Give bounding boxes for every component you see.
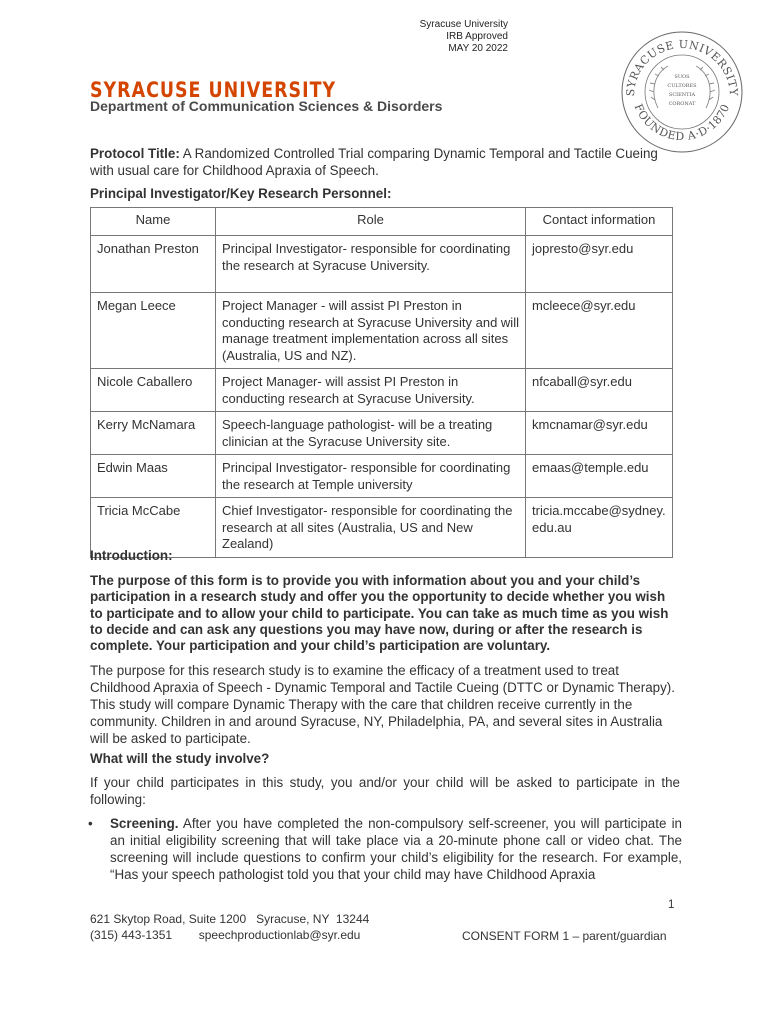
column-header-contact: Contact information — [526, 208, 673, 236]
person-role: Chief Investigator- responsible for coordinating the research at all sites (Australia, US and New Zealand) — [216, 498, 526, 558]
seal-motto-2: CULTORES — [667, 83, 697, 89]
footer-contact — [90, 911, 369, 943]
screening-description: After you have completed the non-compulsory self-screener, you will participate in an initial eligibility screening that will take place via a 20-minute phone call or video chat. The screening will include questions to confirm your child’s eligibility for the research. For example, “Has your speech pathologist told you that your child may have Childhood Apraxia — [110, 816, 682, 882]
seal-motto-1: SUOS — [674, 74, 690, 80]
person-name: Kerry McNamara — [91, 412, 216, 455]
irb-date: MAY 20 2022 — [448, 43, 508, 54]
footer-phone: (315) 443-1351 — [90, 928, 173, 942]
screening-item-text — [110, 815, 682, 883]
page-number: 1 — [668, 899, 675, 911]
table-row — [91, 455, 673, 498]
person-name: Nicole Caballero — [91, 369, 216, 412]
table-row — [91, 293, 673, 369]
protocol-text: A Randomized Controlled Trial comparing Dynamic Temporal and Tactile Cueing with usual care for Childhood Apraxia of Speech. — [90, 146, 658, 178]
list-item — [86, 815, 682, 883]
table-row — [91, 369, 673, 412]
person-email: jopresto@syr.edu — [526, 236, 673, 293]
person-name: Megan Leece — [91, 293, 216, 369]
person-role: Speech-language pathologist- will be a treating clinician at the Syracuse University site. — [216, 412, 526, 455]
study-intro-paragraph: If your child participates in this study, you and/or your child will be asked to participate in the following: — [90, 775, 680, 807]
table-row — [91, 498, 673, 558]
protocol-label: Protocol Title: — [90, 146, 180, 161]
person-role: Principal Investigator- responsible for coordinating the research at Temple university — [216, 455, 526, 498]
table-header-row — [91, 208, 673, 236]
consent-form-label: CONSENT FORM 1 – parent/guardian — [462, 929, 667, 943]
person-role: Project Manager - will assist PI Preston in conducting research at Syracuse University and will manage treatment implementation across all sites (Australia, US and NZ). — [216, 293, 526, 369]
study-involvement-heading: What will the study involve? — [90, 751, 270, 766]
department-title: Department of Communication Sciences & Disorders — [90, 98, 443, 114]
irb-status: IRB Approved — [446, 31, 508, 42]
bullet-icon: • — [88, 816, 93, 831]
person-name: Edwin Maas — [91, 455, 216, 498]
seal-ring-text: SYRACUSE UNIVERSITY — [623, 37, 741, 97]
personnel-table — [90, 207, 673, 558]
seal-motto-4: CORONAT — [668, 101, 696, 107]
introduction-heading: Introduction: — [90, 548, 173, 563]
screening-label: Screening. — [110, 816, 179, 831]
person-email: kmcnamar@syr.edu — [526, 412, 673, 455]
svg-text:FOUNDED A·D·1870: FOUNDED A·D·1870 — [631, 101, 733, 144]
person-role: Project Manager- will assist PI Preston in conducting research at Syracuse University. — [216, 369, 526, 412]
protocol-title — [90, 145, 670, 179]
table-row — [91, 236, 673, 293]
university-wordmark: SYRACUSE UNIVERSITY — [90, 78, 337, 102]
footer-address: 621 Skytop Road, Suite 1200 Syracuse, NY 13244 — [90, 912, 370, 926]
person-role: Principal Investigator- responsible for coordinating the research at Syracuse University. — [216, 236, 526, 293]
column-header-name: Name — [91, 208, 216, 236]
person-name: Tricia McCabe — [91, 498, 216, 558]
person-email: mcleece@syr.edu — [526, 293, 673, 369]
person-email: nfcaball@syr.edu — [526, 369, 673, 412]
seal-motto-3: SCIENTIA — [668, 92, 696, 98]
column-header-role: Role — [216, 208, 526, 236]
purpose-paragraph: The purpose for this research study is to examine the efficacy of a treatment used to treat Childhood Apraxia of Speech - Dynamic Temporal and Tactile Cueing (DTTC or Dynamic Therapy). This study will compare Dynamic Therapy with the care that children receive currently in the community. Children in and around Syracuse, NY, Philadelphia, PA, and several sites in Australia will be asked to participate. — [90, 663, 675, 746]
personnel-heading: Principal Investigator/Key Research Personnel: — [90, 186, 392, 201]
irb-institution: Syracuse University — [419, 19, 508, 30]
person-email: tricia.mccabe@sydney.edu.au — [526, 498, 673, 558]
purpose-statement-bold: The purpose of this form is to provide you with information about you and your child’s participation in a research study and offer you the opportunity to decide whether you wish to participate and to allow your child to participate. You can take as much time as you wish to decide and can ask any questions you may have now, during or after the research is complete. Your participation and your child’s participation are voluntary. — [90, 573, 669, 654]
person-name: Jonathan Preston — [91, 236, 216, 293]
person-email: emaas@temple.edu — [526, 455, 673, 498]
footer-email: speechproductionlab@syr.edu — [198, 928, 361, 942]
irb-approval-stamp — [390, 19, 508, 55]
table-row — [91, 412, 673, 455]
university-seal-icon — [620, 30, 744, 154]
